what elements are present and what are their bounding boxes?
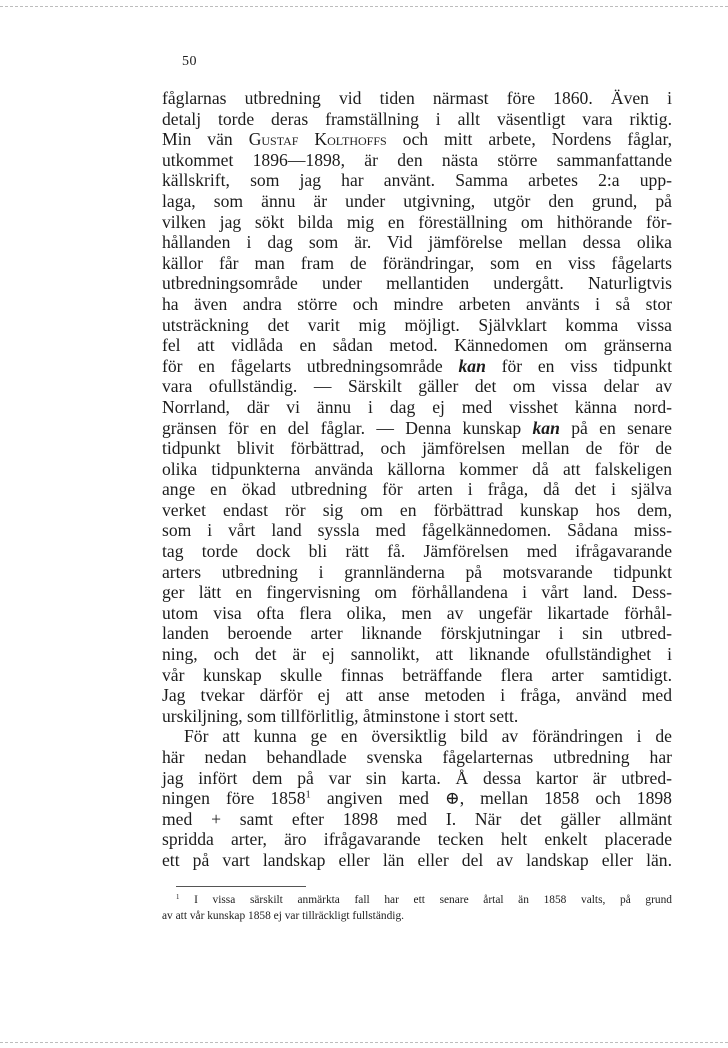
text-line: Jag tvekar därför ej att anse metoden i fråga, använd med (162, 685, 672, 706)
text-line: detalj torde deras framställning i allt väsentligt vara riktig. (162, 108, 672, 129)
footnote-divider (176, 886, 306, 887)
page-number: 50 (182, 54, 197, 69)
emphasis-kan: kan (532, 417, 560, 438)
text-line: fel att vidlåda en sådan metod. Kännedomen om gränserna (162, 335, 672, 356)
footnote-line: av att vår kunskap 1858 ej var tillräckligt fullständig. (162, 910, 404, 922)
text-line: landen beroende arter liknande förskjutningar i sin utbred- (162, 623, 672, 644)
footnote-marker: 1 (305, 789, 311, 801)
text-line: utom visa ofta flera olika, men av ungefär likartade förhål- (162, 602, 672, 623)
text-line: ha även andra större och mindre arbeten använts i så stor (162, 293, 672, 314)
text-line: tidpunkt blivit förbättrad, och jämförelsen mellan de för de (162, 438, 672, 459)
text-line: källskrift, som jag har använt. Samma arbetes 2:a upp- (162, 170, 672, 191)
text-line: som i vårt land syssla med fågelkännedomen. Sådana miss- (162, 520, 672, 541)
text-line: arters utbredning i grannländerna på motsvarande tidpunkt (162, 561, 672, 582)
emphasis-kan: kan (458, 355, 486, 376)
text-line: ett på vart landskap eller län eller del av landskap eller län. (162, 849, 672, 870)
text-line: tag torde dock bli rätt få. Jämförelsen med ifrågavarande (162, 541, 672, 562)
text-line: ningen före 1858$^1$ angiven med ⊕, mellan 1858 och 1898 (162, 788, 672, 809)
footnote (162, 892, 672, 924)
page-bottom-edge (0, 1042, 728, 1043)
author-name: Gustaf Kolthoffs (248, 129, 387, 150)
footnote-marker: 1 (176, 893, 180, 901)
text-line: källor får man fram de förändringar, som en viss fågelarts (162, 252, 672, 273)
text-line: utkommet 1896—1898, är den nästa större sammanfattande (162, 149, 672, 170)
text-line: vår kunskap skulle finnas beträffande flera arter samtidigt. (162, 664, 672, 685)
text-line: gränsen för en del fåglar. — Denna kunskap kan på en senare (162, 417, 672, 438)
text-line: För att kunna ge en översiktlig bild av förändringen i de (184, 726, 672, 747)
text-line: spridda arter, äro ifrågavarande tecken helt enkelt placerade (162, 829, 672, 850)
text-line: fåglarnas utbredning vid tiden närmast före 1860. Även i (162, 88, 672, 108)
text-line: med + samt efter 1898 med I. När det gäller allmänt (162, 808, 672, 829)
text-line: hållanden i dag som är. Vid jämförelse mellan dessa olika (162, 232, 672, 253)
text-line: vara ofullständig. — Särskilt gäller det om vissa delar av (162, 376, 672, 397)
text-line: utsträckning det varit mig möjligt. Självklart komma vissa (162, 314, 672, 335)
text-line: verket endast rör sig om en förbättrad kunskap hos dem, (162, 499, 672, 520)
text-line: ange en ökad utbredning för arten i fråga, då det i själva (162, 479, 672, 500)
body-text (162, 88, 672, 871)
page-top-edge (0, 6, 728, 7)
text-line: ning, och det är ej sannolikt, att liknande ofullständighet i (162, 644, 672, 665)
text-line: urskiljning, som tillförlitlig, åtminstone i stort sett. (162, 705, 519, 726)
text-line: för en fågelarts utbredningsområde kan för en viss tidpunkt (162, 355, 672, 376)
text-line: här nedan behandlade svenska fågelarternas utbredning har (162, 747, 672, 767)
text-line: jag infört dem på var sin karta. Å dessa kartor är utbred- (162, 767, 672, 788)
text-line: vilken jag sökt bilda mig en föreställning om hithörande för- (162, 211, 672, 232)
text-line: Min vän Gustaf Kolthoffs och mitt arbete, Nordens fåglar, (162, 129, 673, 150)
footnote-line: $^1$ I vissa särskilt anmärkta fall har ett senare årtal än 1858 valts, på grund (176, 893, 672, 906)
text-line: laga, som ännu är under utgivning, utgör den grund, på (162, 190, 672, 211)
text-line: olika tidpunkterna använda källorna kommer då att falskeligen (162, 458, 672, 479)
text-line: ger lätt en fingervisning om förhållandena i vårt land. Dess- (162, 582, 672, 603)
text-line: Norrland, där vi ännu i dag ej med visshet känna nord- (162, 396, 672, 417)
text-line: utbredningsområde under mellantiden undergått. Naturligtvis (162, 273, 672, 294)
